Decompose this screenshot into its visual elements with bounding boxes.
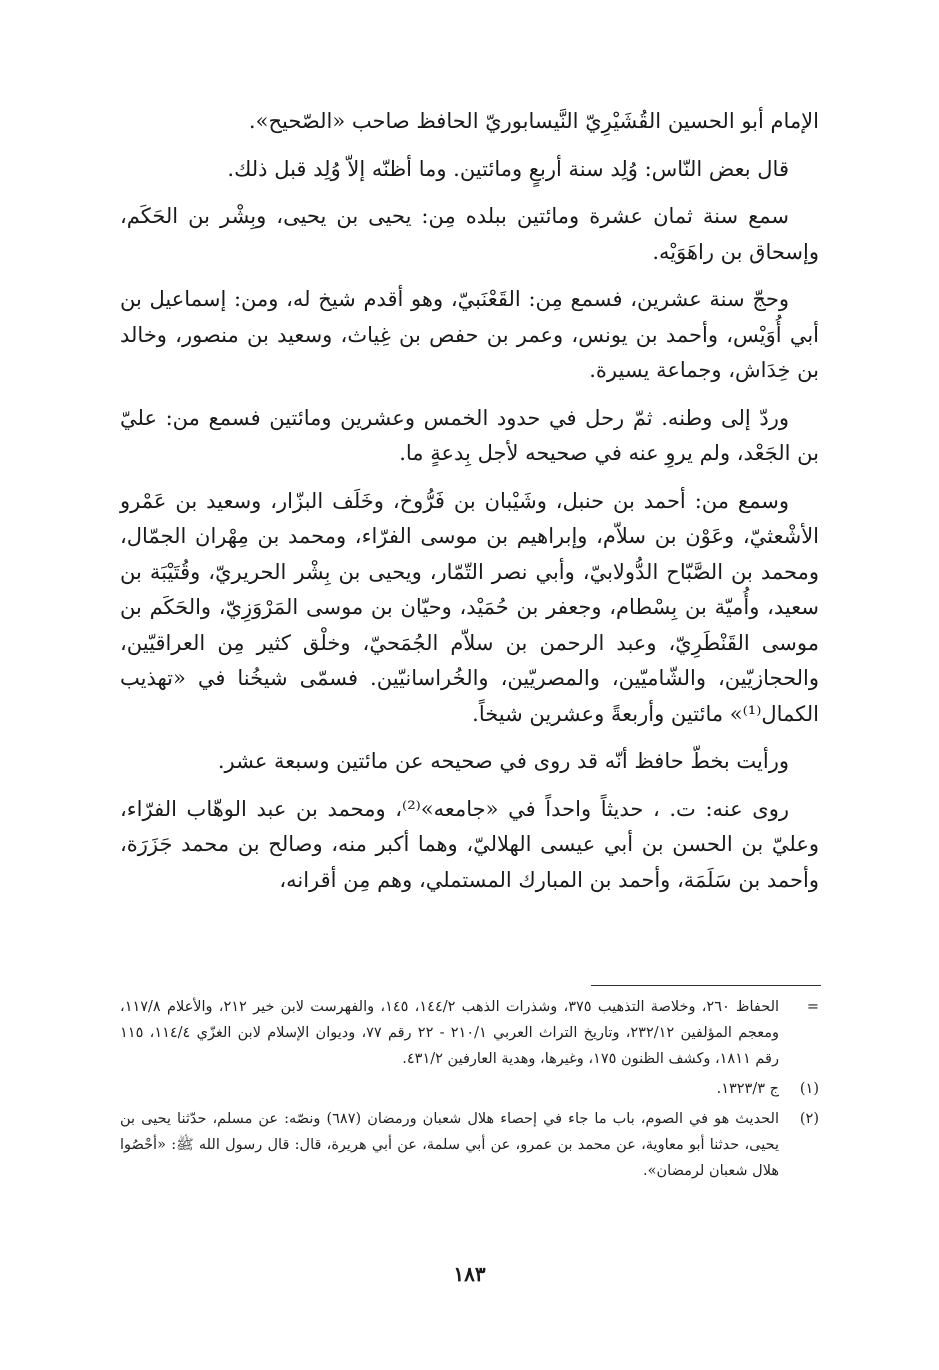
- footnote-text: الحديث هو في الصوم، باب ما جاء في إحصاء هلال شعبان ورمضان (٦٨٧) ونصّه: عن مسلم، حدّثنا يحيى بن يحيى، حدثنا أبو معاوية، عن محمد بن عمرو، عن أبي سلمة، عن أبي هريرة، قال: قال رسول الله ﷺ: «أحْصُوا هلال شعبان لرمضان».: [120, 1111, 779, 1179]
- footnotes-section: [120, 994, 819, 1188]
- paragraph-8: روى عنه: ت. ، حديثاً واحداً في «جامعه»⁽²⁾، ومحمد بن عبد الوهّاب الفرّاء، وعليّ بن الحسن بن أبي عيسى الهلاليّ، وهما أكبر منه، وصالح بن محمد جَزَرَة، وأحمد بن سَلَمَة، وأحمد بن المبارك المستملي، وهم مِن أقرانه،: [120, 796, 819, 892]
- footnote-divider: [591, 985, 821, 986]
- footnote-mark: (٢): [799, 1111, 819, 1127]
- page-number: ١٨٣: [453, 1262, 486, 1286]
- footnote-mark: =: [806, 999, 819, 1015]
- paragraph-6: وسمع من: أحمد بن حنبل، وشَيْبان بن فَرُّوخ، وخَلَف البزّار، وسعيد بن عَمْرو الأشْعثيّ، وعَوْن بن سلاّم، وإبراهيم بن موسى الفرّاء، ومحمد بن مِهْران الجمّال، ومحمد بن الصَّبّاح الدُّولابيّ، وأبي نصر التّمّار، ويحيى بن بِشْر الحريريّ، وقُتَيْبَة بن سعيد، وأُميّة بن بِسْطام، وجعفر بن حُمَيْد، وحيّان بن موسى المَرْوَزِيّ، والحَكَم بن موسى القَنْطَرِيّ، وعبد الرحمن بن سلاّم الجُمَحيّ، وخلْق كثير مِن العراقيّين، والحجازيّين، والشّاميّين، والمصريّين، والخُراسانيّين. فسمّى شيخُنا في «تهذيب الكمال⁽¹⁾» مائتين وأربعةً وعشرين شيخاً.: [120, 488, 819, 726]
- paragraph-4: وحجّ سنة عشرين، فسمع مِن: القَعْنَبيّ، وهو أقدم شيخ له، ومن: إسماعيل بن أبي أُوَيْس، وأحمد بن يونس، وعمر بن حفص بن غِياث، وسعيد بن منصور، وخالد بن خِدَاش، وجماعة يسيرة.: [120, 287, 819, 382]
- footnote-text: ج ١٣٢٣/٣.: [716, 1081, 779, 1097]
- paragraph-7: ورأيت بخطّ حافظ أنّه قد روى في صحيحه عن مائتين وسبعة عشر.: [217, 749, 789, 773]
- paragraph-1: الإمام أبو الحسين القُشَيْرِيّ النَّيسابوريّ الحافظ صاحب «الصّحيح».: [248, 109, 819, 133]
- main-text-body: [120, 104, 819, 910]
- footnote-mark: (١): [799, 1081, 819, 1097]
- paragraph-3: سمع سنة ثمان عشرة ومائتين ببلده مِن: يحيى بن يحيى، وبِشْر بن الحَكَم، وإسحاق بن راهَوَيْه.: [120, 204, 819, 264]
- footnote-2: [120, 1106, 819, 1184]
- paragraph-5: وردّ إلى وطنه. ثمّ رحل في حدود الخمس وعشرين ومائتين فسمع من: عليّ بن الجَعْد، ولم يروِ عنه في صحيحه لأجل بِدعةٍ ما.: [120, 405, 819, 465]
- paragraph-2: قال بعض النّاس: وُلِد سنة أربعٍ ومائتين. وما أظنّه إلاّ وُلِد قبل ذلك.: [227, 156, 789, 181]
- footnote-1: [120, 1076, 819, 1102]
- footnote-text: الحفاظ ٢٦٠، وخلاصة التذهيب ٣٧٥، وشذرات الذهب ١٤٤/٢، ١٤٥، والفهرست لابن خير ٢١٢، والأعلام ١١٧/٨، ومعجم المؤلفين ٢٣٢/١٢، وتاريخ التراث العربي ٢١٠/١ - ٢٢ رقم ٧٧، وديوان الإسلام لابن الغزّي ١١٤/٤، ١١٥ رقم ١٨١١، وكشف الظنون ١٧٥، وغيرها، وهدية العارفين ٤٣١/٢.: [120, 999, 780, 1067]
- footnote-continuation: [120, 994, 819, 1072]
